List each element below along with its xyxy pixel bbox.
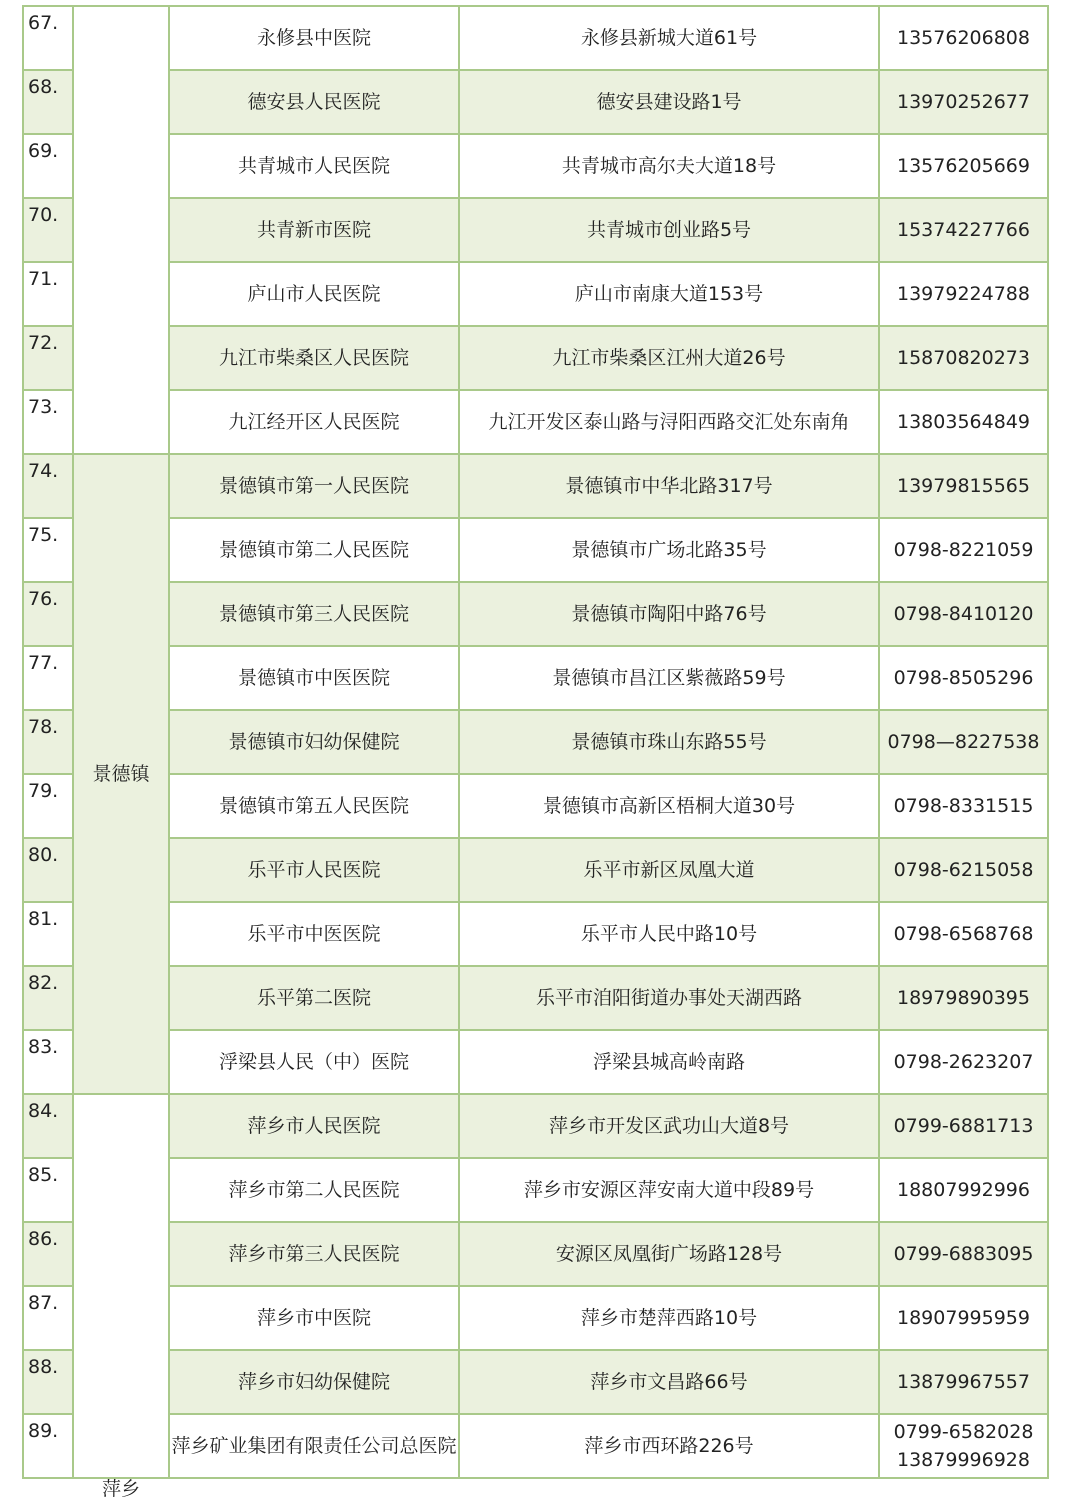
hospital-phone: 0798-8410120 <box>879 582 1048 646</box>
hospital-name: 景德镇市第三人民医院 <box>169 582 459 646</box>
table-row <box>23 966 1048 1030</box>
row-number: 85. <box>23 1158 73 1222</box>
hospital-name: 永修县中医院 <box>169 6 459 70</box>
table-body <box>23 6 1048 1500</box>
hospital-address: 景德镇市珠山东路55号 <box>459 710 879 774</box>
table-row <box>23 1094 1048 1158</box>
city-cell <box>73 454 169 1094</box>
hospital-address: 乐平市人民中路10号 <box>459 902 879 966</box>
hospital-phone: 15374227766 <box>879 198 1048 262</box>
hospital-name: 九江市柴桑区人民医院 <box>169 326 459 390</box>
hospital-address: 景德镇市广场北路35号 <box>459 518 879 582</box>
table-row <box>23 6 1048 70</box>
hospital-name: 萍乡矿业集团有限责任公司总医院 <box>169 1414 459 1478</box>
hospital-name: 景德镇市第一人民医院 <box>169 454 459 518</box>
table-row <box>23 1158 1048 1222</box>
row-number: 87. <box>23 1286 73 1350</box>
hospital-address: 景德镇市昌江区紫薇路59号 <box>459 646 879 710</box>
hospital-phone: 0799-6582028 13879996928 <box>879 1414 1048 1478</box>
hospital-name: 萍乡市人民医院 <box>169 1094 459 1158</box>
hospital-address: 景德镇市陶阳中路76号 <box>459 582 879 646</box>
table-row <box>23 134 1048 198</box>
hospital-address: 九江市柴桑区江州大道26号 <box>459 326 879 390</box>
hospital-name: 九江经开区人民医院 <box>169 390 459 454</box>
row-number: 73. <box>23 390 73 454</box>
hospital-address: 乐平市新区凤凰大道 <box>459 838 879 902</box>
city-label: 景德镇 <box>92 763 150 785</box>
city-label: 萍乡 <box>101 1478 140 1500</box>
hospital-name: 乐平市中医医院 <box>169 902 459 966</box>
row-number: 71. <box>23 262 73 326</box>
hospital-name: 萍乡市中医院 <box>169 1286 459 1350</box>
hospital-phone: 0798-8505296 <box>879 646 1048 710</box>
row-number: 67. <box>23 6 73 70</box>
hospital-phone: 13979815565 <box>879 454 1048 518</box>
hospital-address: 九江开发区泰山路与浔阳西路交汇处东南角 <box>459 390 879 454</box>
hospital-address: 庐山市南康大道153号 <box>459 262 879 326</box>
row-number: 84. <box>23 1094 73 1158</box>
table-row <box>23 1286 1048 1350</box>
hospital-phone: 0799-6883095 <box>879 1222 1048 1286</box>
table-row <box>23 582 1048 646</box>
row-number: 78. <box>23 710 73 774</box>
table-row <box>23 1030 1048 1094</box>
hospital-name: 浮梁县人民（中）医院 <box>169 1030 459 1094</box>
hospital-phone: 0798—8227538 <box>879 710 1048 774</box>
table-row <box>23 774 1048 838</box>
hospital-phone: 18807992996 <box>879 1158 1048 1222</box>
table-row <box>23 1414 1048 1478</box>
row-number: 88. <box>23 1350 73 1414</box>
hospital-name: 景德镇市中医医院 <box>169 646 459 710</box>
row-number: 86. <box>23 1222 73 1286</box>
hospital-phone: 0799-6881713 <box>879 1094 1048 1158</box>
hospital-phone: 0798-8331515 <box>879 774 1048 838</box>
hospital-phone: 0798-2623207 <box>879 1030 1048 1094</box>
table-row <box>23 326 1048 390</box>
row-number: 75. <box>23 518 73 582</box>
hospital-phone: 18907995959 <box>879 1286 1048 1350</box>
hospital-address: 浮梁县城高岭南路 <box>459 1030 879 1094</box>
table-row <box>23 262 1048 326</box>
hospital-phone: 13970252677 <box>879 70 1048 134</box>
hospital-name: 萍乡市第三人民医院 <box>169 1222 459 1286</box>
row-number: 82. <box>23 966 73 1030</box>
hospital-address: 萍乡市西环路226号 <box>459 1414 879 1478</box>
table-row <box>23 70 1048 134</box>
row-number: 83. <box>23 1030 73 1094</box>
hospital-address: 萍乡市楚萍西路10号 <box>459 1286 879 1350</box>
row-number: 81. <box>23 902 73 966</box>
row-number: 74. <box>23 454 73 518</box>
hospital-address: 永修县新城大道61号 <box>459 6 879 70</box>
hospital-address: 萍乡市文昌路66号 <box>459 1350 879 1414</box>
table-row <box>23 838 1048 902</box>
hospital-phone: 13979224788 <box>879 262 1048 326</box>
hospital-address: 萍乡市安源区萍安南大道中段89号 <box>459 1158 879 1222</box>
row-number: 70. <box>23 198 73 262</box>
hospital-name: 萍乡市妇幼保健院 <box>169 1350 459 1414</box>
hospital-phone: 0798-6215058 <box>879 838 1048 902</box>
hospital-address: 景德镇市中华北路317号 <box>459 454 879 518</box>
hospital-phone: 0798-6568768 <box>879 902 1048 966</box>
hospital-address: 安源区凤凰街广场路128号 <box>459 1222 879 1286</box>
hospital-address: 景德镇市高新区梧桐大道30号 <box>459 774 879 838</box>
hospital-name: 庐山市人民医院 <box>169 262 459 326</box>
hospital-table <box>22 5 1049 1500</box>
row-number: 68. <box>23 70 73 134</box>
hospital-name: 景德镇市第二人民医院 <box>169 518 459 582</box>
table-row <box>23 1222 1048 1286</box>
hospital-name: 德安县人民医院 <box>169 70 459 134</box>
hospital-phone: 13803564849 <box>879 390 1048 454</box>
hospital-name: 共青城市人民医院 <box>169 134 459 198</box>
hospital-name: 乐平市人民医院 <box>169 838 459 902</box>
hospital-phone: 18979890395 <box>879 966 1048 1030</box>
table-row <box>23 518 1048 582</box>
city-cell <box>73 6 169 454</box>
hospital-address: 德安县建设路1号 <box>459 70 879 134</box>
hospital-address: 乐平市洎阳街道办事处天湖西路 <box>459 966 879 1030</box>
row-number: 72. <box>23 326 73 390</box>
city-cell <box>73 1094 169 1500</box>
row-number: 69. <box>23 134 73 198</box>
table-row <box>23 710 1048 774</box>
table-row <box>23 454 1048 518</box>
hospital-name: 景德镇市第五人民医院 <box>169 774 459 838</box>
row-number: 76. <box>23 582 73 646</box>
hospital-name: 乐平第二医院 <box>169 966 459 1030</box>
table-row <box>23 646 1048 710</box>
row-number: 77. <box>23 646 73 710</box>
hospital-address: 萍乡市开发区武功山大道8号 <box>459 1094 879 1158</box>
table-row <box>23 198 1048 262</box>
table-row <box>23 1350 1048 1414</box>
hospital-phone: 0798-8221059 <box>879 518 1048 582</box>
row-number: 80. <box>23 838 73 902</box>
hospital-name: 共青新市医院 <box>169 198 459 262</box>
hospital-phone: 13879967557 <box>879 1350 1048 1414</box>
table-row <box>23 390 1048 454</box>
row-number: 79. <box>23 774 73 838</box>
table-row <box>23 902 1048 966</box>
hospital-phone: 15870820273 <box>879 326 1048 390</box>
hospital-phone: 13576206808 <box>879 6 1048 70</box>
hospital-address: 共青城市创业路5号 <box>459 198 879 262</box>
hospital-address: 共青城市高尔夫大道18号 <box>459 134 879 198</box>
hospital-phone: 13576205669 <box>879 134 1048 198</box>
row-number: 89. <box>23 1414 73 1478</box>
hospital-name: 景德镇市妇幼保健院 <box>169 710 459 774</box>
hospital-name: 萍乡市第二人民医院 <box>169 1158 459 1222</box>
